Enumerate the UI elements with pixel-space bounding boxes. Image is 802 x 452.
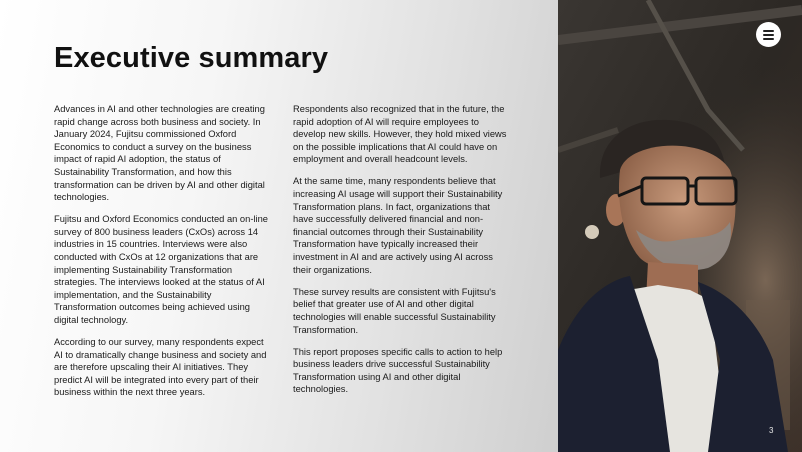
paragraph: Respondents also recognized that in the future, the rapid adoption of AI will require employees to develop new skills. However, they hold mixed views on the possible implications that AI could have on employment and overall headcount levels.: [293, 104, 507, 165]
paragraph: Advances in AI and other technologies are creating rapid change across both business and society. In January 2024, Fujitsu commissioned Oxford Economics to conduct a survey on the business impact of rapid AI adoption, the status of Sustainability Transformation, and how this transformation can be driven by AI and other digital technologies.: [54, 104, 265, 203]
menu-icon-line: [763, 38, 774, 40]
paragraph: Fujitsu and Oxford Economics conducted an on-line survey of 800 business leaders (CxOs) across 14 industries in 15 countries. Interviews were also conducted with CxOs at 12 organizations that are implementing Sustainability Transformation strategies. The interviews looked at the status of AI implementation, and the Sustainability Transformation outcomes being achieved using digital technology.: [54, 214, 268, 325]
hero-photo: [558, 0, 802, 452]
page-title: Executive summary: [54, 42, 329, 74]
menu-button[interactable]: [756, 22, 781, 47]
man-portrait-illustration: [558, 0, 802, 452]
right-column: [293, 103, 511, 405]
paragraph: These survey results are consistent with Fujitsu's belief that greater use of AI and other digital technologies will enable successful Sustainability Transformation.: [293, 286, 496, 335]
paragraph: At the same time, many respondents believe that increasing AI usage will support their Sustainability Transformation plans. In fact, organizations that have successfully delivered financial and non-financial outcomes through their Sustainability Transformation have typically increased their investment in AI and are actively using AI across their organizations.: [293, 176, 503, 275]
menu-icon: [763, 30, 774, 32]
menu-icon-line: [763, 34, 774, 36]
paragraph: According to our survey, many respondents expect AI to dramatically change business and society and are therefore upscaling their AI initiatives. They predict AI will be integrated into every part of their business within the next three years.: [54, 337, 267, 398]
paragraph: This report proposes specific calls to action to help business leaders drive successful Sustainability Transformation using AI and other digital technologies.: [293, 346, 503, 395]
page-number: 3: [769, 426, 774, 435]
left-column: [54, 103, 272, 409]
